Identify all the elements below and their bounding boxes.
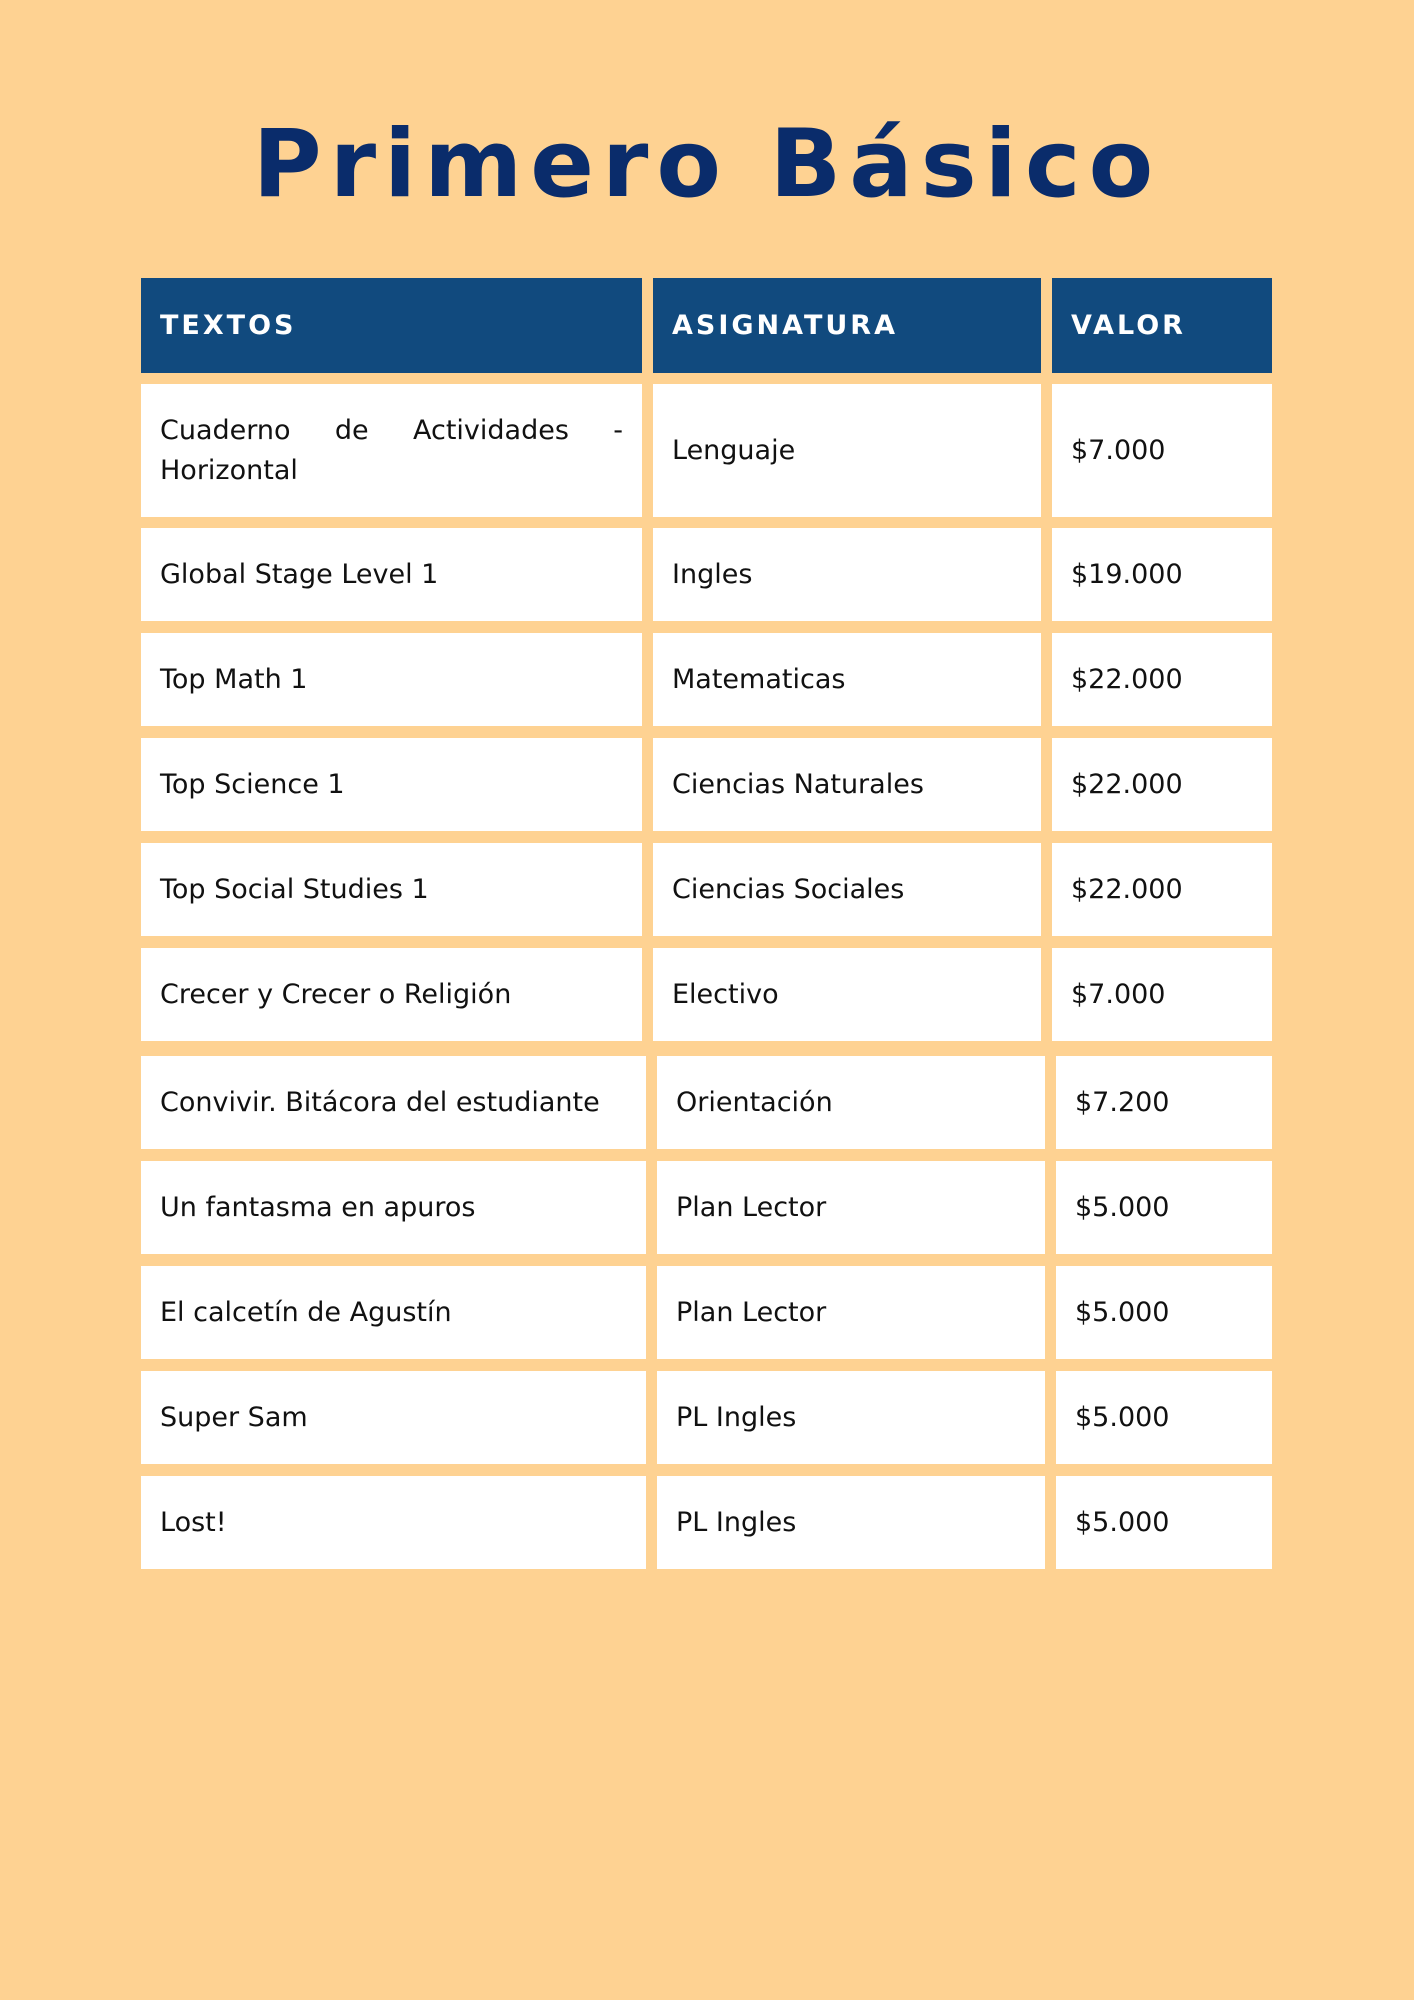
table-cell-asignatura: Lenguaje [653, 384, 1041, 517]
table-cell-texto: Top Math 1 [141, 633, 642, 726]
header-asignatura: ASIGNATURA [653, 278, 1041, 373]
table-cell-asignatura: Matematicas [653, 633, 1041, 726]
table-cell-texto: Global Stage Level 1 [141, 528, 642, 621]
page-title: Primero Básico [252, 110, 1162, 219]
table-cell-asignatura: Electivo [653, 948, 1041, 1041]
table-cell-asignatura: Plan Lector [657, 1266, 1045, 1359]
table-cell-asignatura: Ingles [653, 528, 1041, 621]
table-cell-valor: $5.000 [1056, 1266, 1272, 1359]
table-cell-texto: Top Science 1 [141, 738, 642, 831]
table-cell-texto: Super Sam [141, 1371, 646, 1464]
table-cell-valor: $22.000 [1052, 633, 1272, 726]
table-cell-valor: $5.000 [1056, 1371, 1272, 1464]
table-cell-asignatura: PL Ingles [657, 1476, 1045, 1569]
table-cell-asignatura: PL Ingles [657, 1371, 1045, 1464]
table-cell-texto: Convivir. Bitácora del estudiante [141, 1056, 646, 1149]
header-valor: VALOR [1052, 278, 1272, 373]
table-cell-asignatura: Ciencias Sociales [653, 843, 1041, 936]
table-cell-texto: Crecer y Crecer o Religión [141, 948, 642, 1041]
cell-text: Cuaderno de Actividades - Horizontal [160, 414, 623, 486]
table-cell-valor: $7.000 [1052, 384, 1272, 517]
table-cell-valor: $22.000 [1052, 843, 1272, 936]
table-cell-asignatura: Orientación [657, 1056, 1045, 1149]
table-cell-valor: $7.000 [1052, 948, 1272, 1041]
table-cell-valor: $7.200 [1056, 1056, 1272, 1149]
table-cell-valor: $22.000 [1052, 738, 1272, 831]
table-cell-asignatura: Plan Lector [657, 1161, 1045, 1254]
table-cell-asignatura: Ciencias Naturales [653, 738, 1041, 831]
table-cell-texto: Top Social Studies 1 [141, 843, 642, 936]
header-textos: TEXTOS [141, 278, 642, 373]
table-cell-texto: El calcetín de Agustín [141, 1266, 646, 1359]
table-cell-texto: Lost! [141, 1476, 646, 1569]
table-cell-texto: Un fantasma en apuros [141, 1161, 646, 1254]
table-cell-valor: $19.000 [1052, 528, 1272, 621]
table-cell-valor: $5.000 [1056, 1476, 1272, 1569]
table-cell-valor: $5.000 [1056, 1161, 1272, 1254]
table-cell-texto [141, 384, 642, 517]
